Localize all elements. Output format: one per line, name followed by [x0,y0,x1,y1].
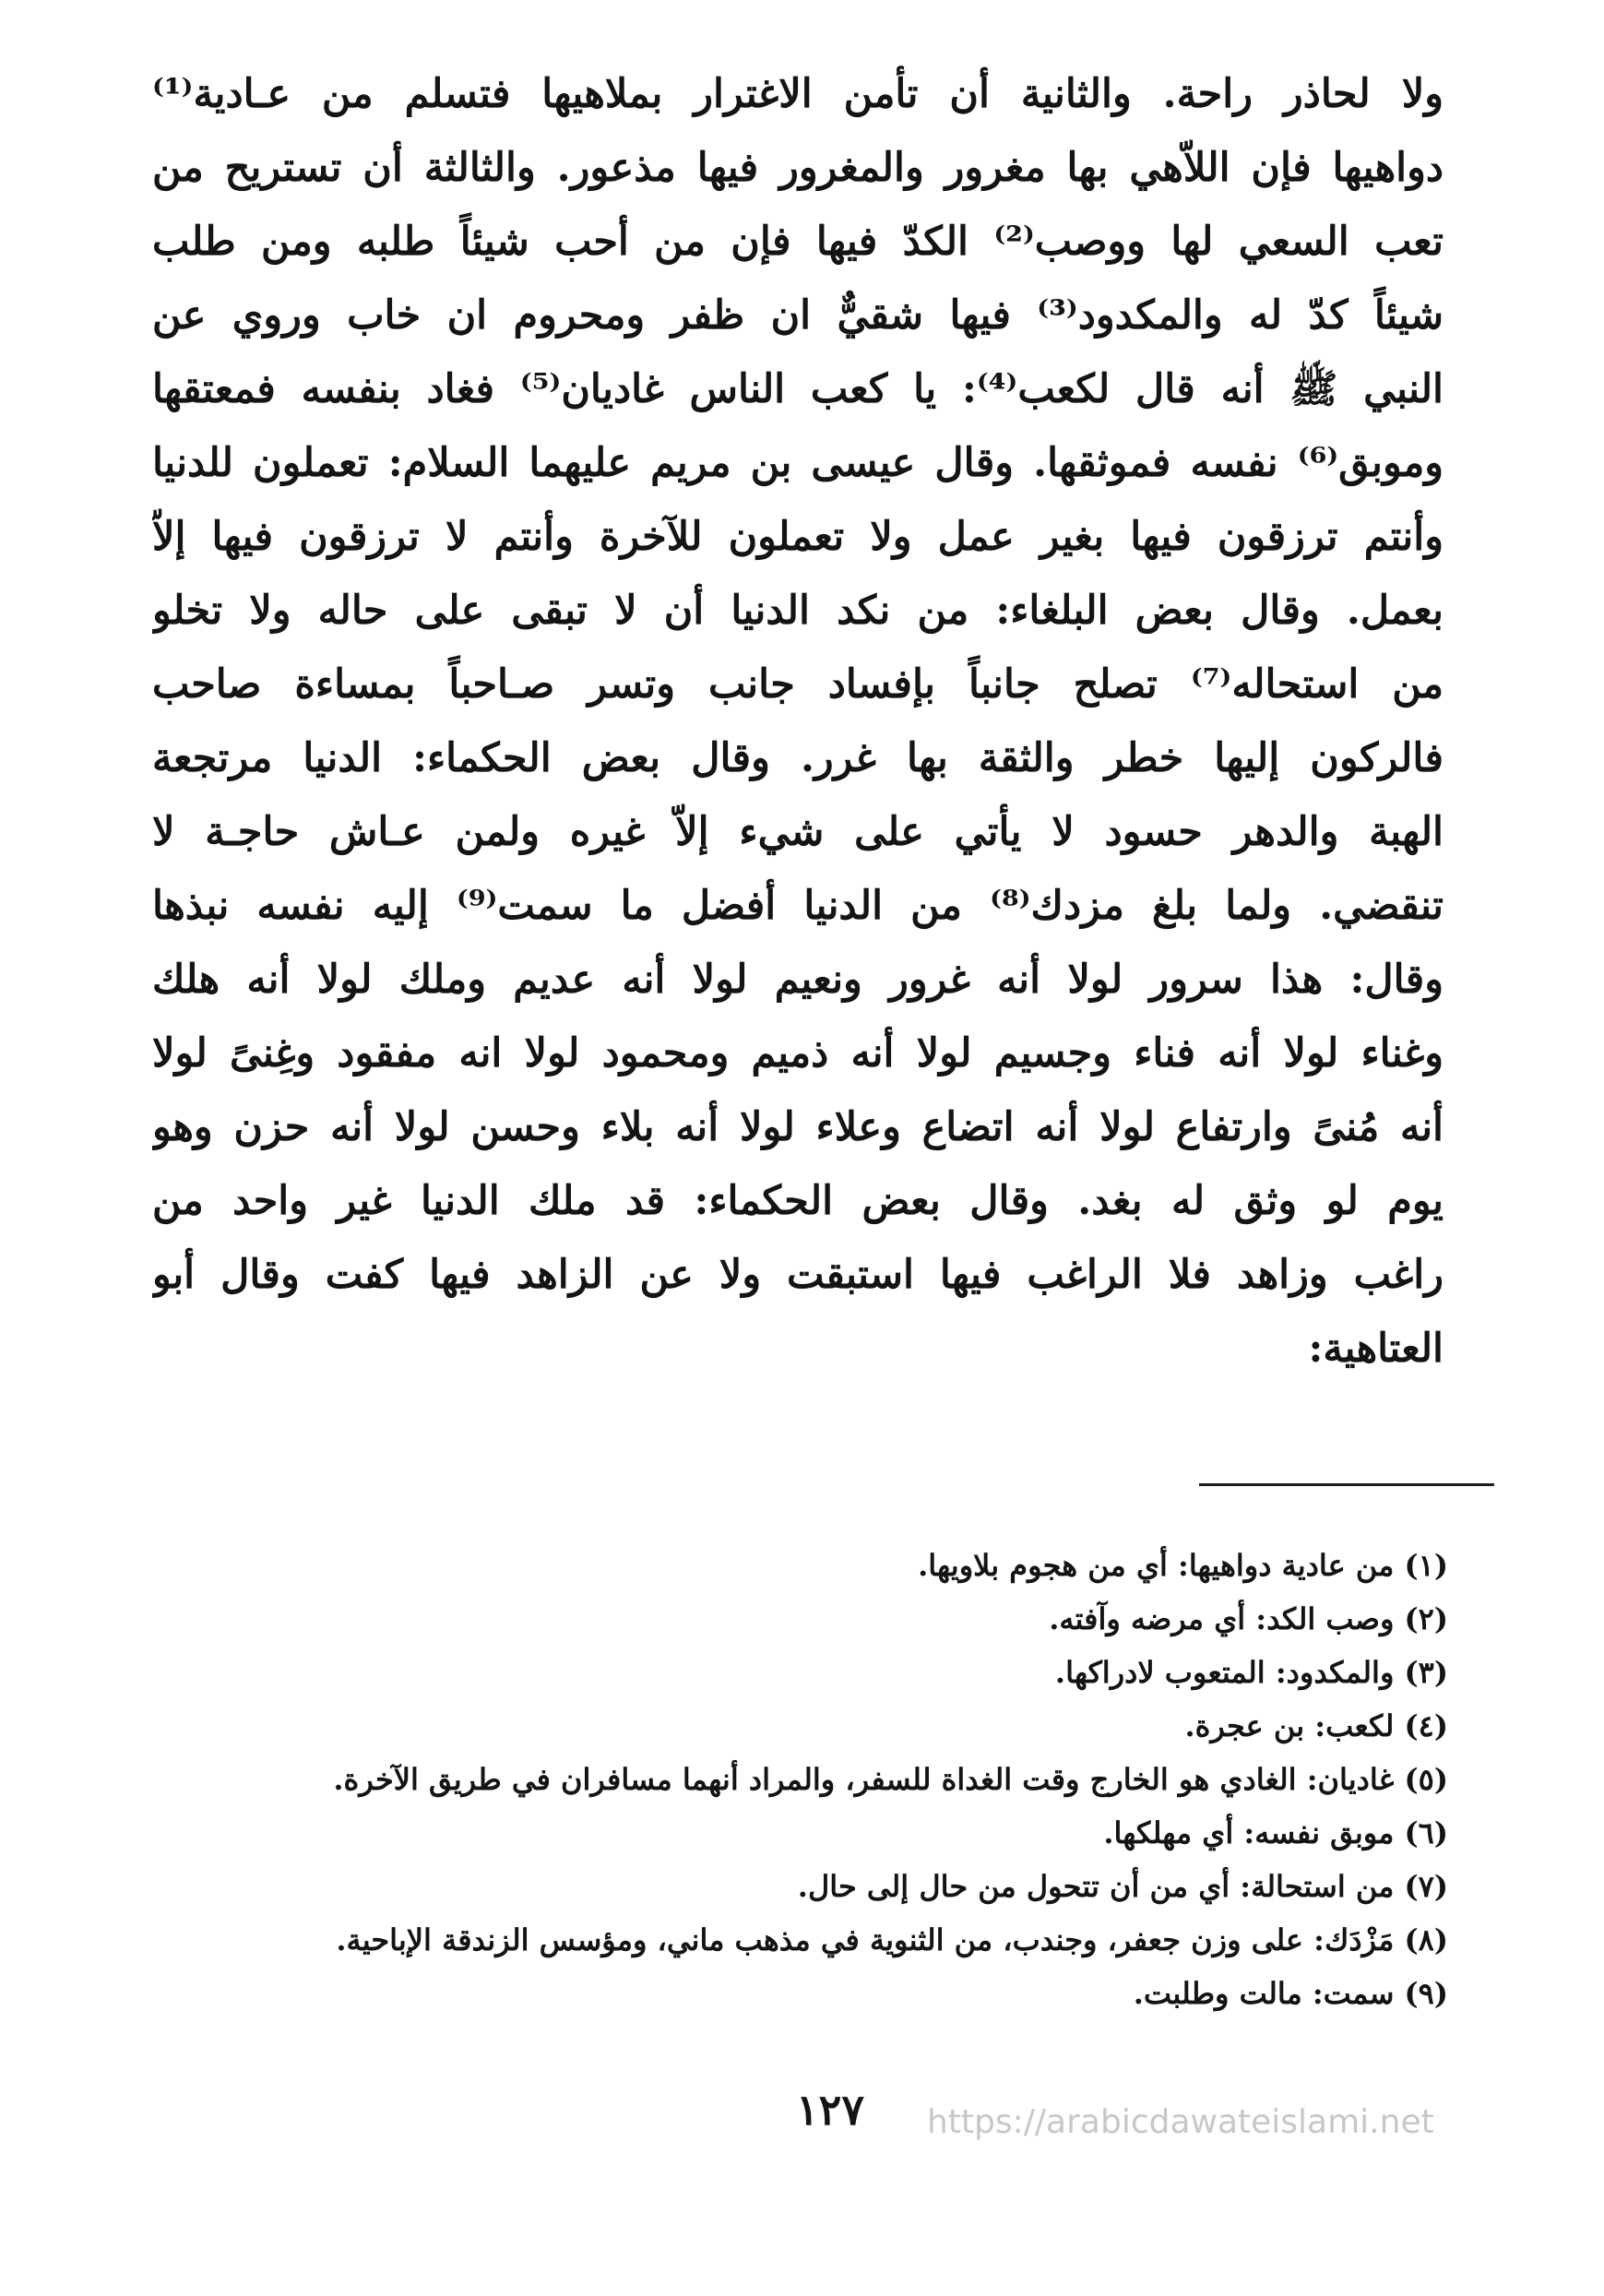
text-line: من استحاله⁽⁷⁾ تصلح جانباً بإفساد جانب وتسر صـاحباً بمساءة صاحب [152,661,1444,708]
footnotes-block [138,1539,1448,2020]
text-line: بعمل. وقال بعض البلغاء: من نكد الدنيا أن لا تبقى على حاله ولا تخلو [152,588,1444,634]
footnote: (٧) من استحالة: أي من أن تتحول من حال إلى حال. [797,1869,1448,1904]
text-line: أنه مُنىً وارتفاع لولا أنه اتضاع وعلاء لولا أنه بلاء وحسن لولا أنه حزن وهو [152,1104,1444,1150]
text-line: يوم لو وثق له بغد. وقال بعض الحكماء: قد ملك الدنيا غير واحد من [152,1178,1444,1224]
footnote: (٩) سمت: مالت وطلبت. [1133,1976,1448,2011]
footnote-divider [1199,1483,1494,1486]
text-line: وغناء لولا أنه فناء وجسيم لولا أنه ذميم ومحمود لولا انه مفقود وغِنىً لولا [152,1030,1444,1077]
page-number: ١٢٧ [795,2085,865,2135]
text-line: الهبة والدهر حسود لا يأتي على شيء إلاّ غيره ولمن عـاش حاجـة لا [152,809,1444,855]
watermark-url: https://arabicdawateislami.net [927,2103,1434,2141]
text-line: شيئاً كدّ له والمكدود⁽³⁾ فيها شقيٌّ ان ظفر ومحروم ان خاب وروي عن [152,292,1444,339]
footnote: (٥) غاديان: الغادي هو الخارج وقت الغداة للسفر، والمراد أنهما مسافران في طريق الآخرة. [333,1762,1448,1797]
text-line: راغب وزاهد فلا الراغب فيها استبقت ولا عن الزاهد فيها كفت وقال أبو [152,1252,1444,1298]
footnote: (٣) والمكدود: المتعوب لادراكها. [1054,1655,1448,1690]
footnote: (١) من عادية دواهيها: أي من هجوم بلاويها. [918,1548,1448,1583]
text-line: وموبق⁽⁶⁾ نفسه فموثقها. وقال عيسى بن مريم عليهما السلام: تعملون للدنيا [152,440,1444,486]
footnote: (٤) لكعب: بن عجرة. [1184,1708,1448,1743]
text-line: دواهيها فإن اللاّهي بها مغرور والمغرور فيها مذعور. والثالثة أن تستريح من [152,145,1444,191]
text-line: العتاهية: [1308,1326,1444,1372]
text-line: فالركون إليها خطر والثقة بها غرر. وقال بعض الحكماء: الدنيا مرتجعة [152,735,1444,781]
footnote: (٨) مَزْدَك: على وزن جعفر، وجندب، من الثنوية في مذهب ماني، ومؤسس الزندقة الإباحية. [336,1922,1448,1957]
text-line: تعب السعي لها ووصب⁽²⁾ الكدّ فيها فإن من أحب شيئاً طلبه ومن طلب [152,219,1444,265]
main-text-block [152,57,1444,1386]
text-line: تنقضي. ولما بلغ مزدك⁽⁸⁾ من الدنيا أفضل ما سمت⁽⁹⁾ إليه نفسه نبذها [152,883,1444,929]
text-line: ولا لحاذر راحة. والثانية أن تأمن الاغترار بملاهيها فتسلم من عـادية⁽¹⁾ [152,71,1444,117]
text-line: وقال: هذا سرور لولا أنه غرور ونعيم لولا أنه عديم وملك لولا أنه هلك [152,957,1444,1003]
text-line: النبي ﷺ أنه قال لكعب⁽⁴⁾: يا كعب الناس غاديان⁽⁵⁾ فغاد بنفسه فمعتقها [152,366,1444,412]
footnote: (٢) وصب الكد: أي مرضه وآفته. [1049,1601,1448,1636]
footnote: (٦) موبق نفسه: أي مهلكها. [1103,1815,1448,1850]
text-line: وأنتم ترزقون فيها بغير عمل ولا تعملون للآخرة وأنتم لا ترزقون فيها إلاّ [152,514,1444,560]
